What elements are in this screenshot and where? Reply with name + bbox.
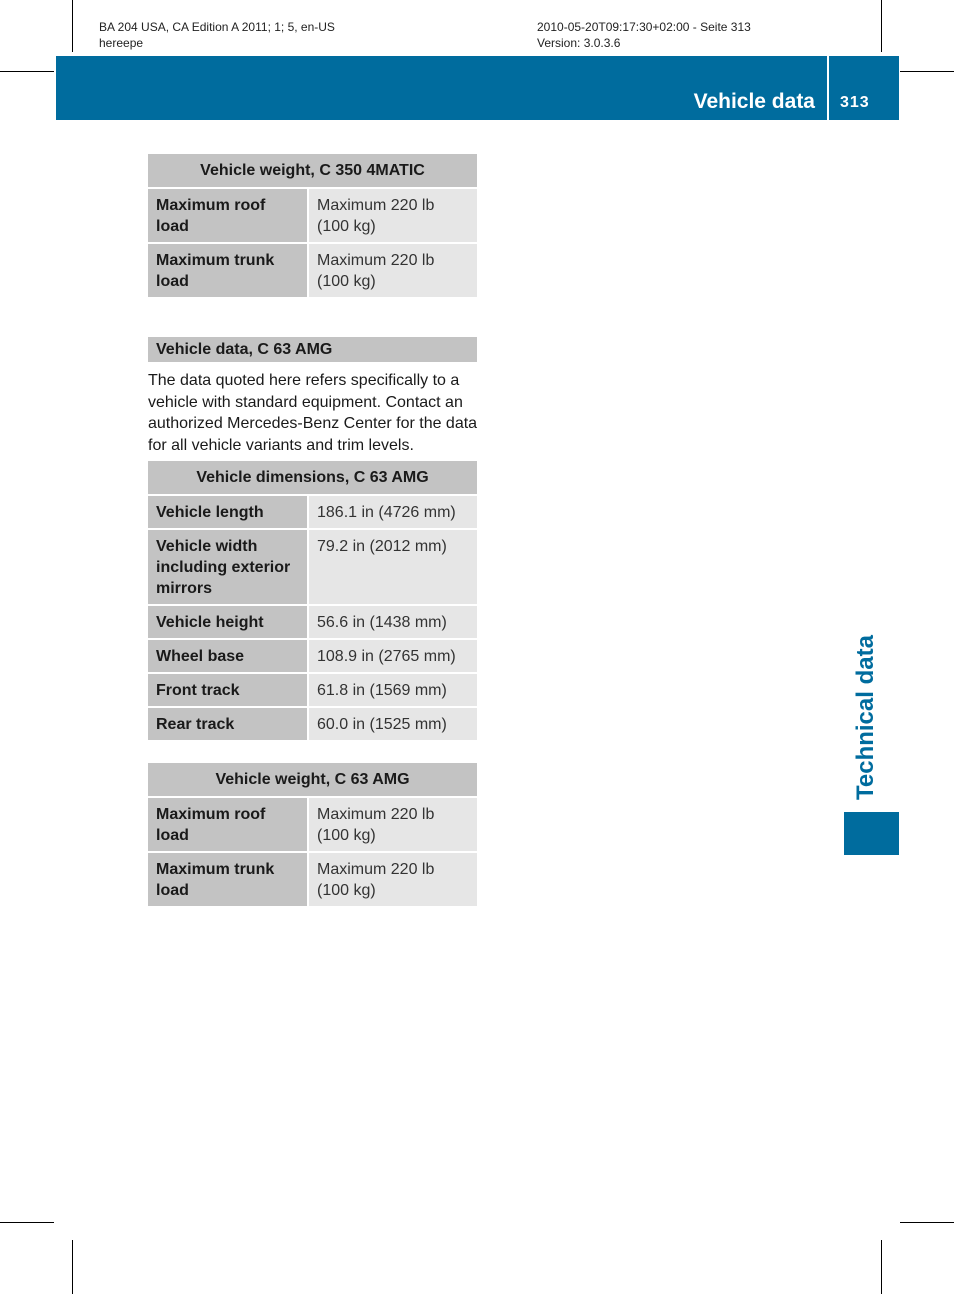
- table-row: [148, 529, 477, 605]
- crop-mark: [881, 0, 882, 52]
- side-tab-label: Technical data: [852, 635, 879, 800]
- row-value: 60.0 in (1525 mm): [308, 707, 477, 740]
- table-title: Vehicle dimensions, C 63 AMG: [148, 461, 477, 495]
- row-value: 79.2 in (2012 mm): [308, 529, 477, 605]
- print-meta-timestamp: 2010-05-20T09:17:30+02:00 - Seite 313: [537, 20, 751, 34]
- row-value: 108.9 in (2765 mm): [308, 639, 477, 673]
- row-value: Maximum 220 lb (100 kg): [308, 852, 477, 906]
- table-row: [148, 673, 477, 707]
- crop-mark: [72, 0, 73, 52]
- row-value: 61.8 in (1569 mm): [308, 673, 477, 707]
- spec-table-weight-c63: [148, 763, 477, 906]
- table-header-row: [148, 461, 477, 495]
- section-heading: Vehicle data, C 63 AMG: [148, 337, 477, 362]
- row-label: Maximum trunk load: [148, 243, 308, 297]
- print-meta-right: [537, 19, 751, 51]
- table-row: [148, 707, 477, 740]
- row-label: Maximum trunk load: [148, 852, 308, 906]
- row-label: Maximum roof load: [148, 797, 308, 852]
- table-title: Vehicle weight, C 350 4MATIC: [148, 154, 477, 188]
- table-row: [148, 243, 477, 297]
- row-label: Vehicle length: [148, 495, 308, 529]
- table-title: Vehicle weight, C 63 AMG: [148, 763, 477, 797]
- print-meta-version: Version: 3.0.3.6: [537, 36, 621, 50]
- row-label: Rear track: [148, 707, 308, 740]
- crop-mark: [0, 1222, 54, 1223]
- header-divider: [827, 56, 829, 120]
- print-meta-edition: BA 204 USA, CA Edition A 2011; 1; 5, en-US: [99, 20, 335, 34]
- print-meta-author: hereepe: [99, 36, 144, 50]
- crop-mark: [881, 1240, 882, 1294]
- table-row: [148, 852, 477, 906]
- section-intro: The data quoted here refers specifically to a vehicle with standard equipment. Contact an authorized Mercedes-Benz Center for the data for all vehicle variants and trim levels.: [148, 372, 478, 454]
- table-row: [148, 188, 477, 243]
- spec-table-dimensions-c63: [148, 461, 477, 740]
- crop-mark: [900, 71, 954, 72]
- page-title: Vehicle data: [693, 90, 815, 113]
- table-header-row: [148, 763, 477, 797]
- spec-table-weight-c350: [148, 154, 477, 297]
- crop-mark: [0, 71, 54, 72]
- row-label: Vehicle width including exterior mirrors: [148, 529, 308, 605]
- table-row: [148, 495, 477, 529]
- table-row: [148, 639, 477, 673]
- side-tab-marker: [844, 812, 899, 855]
- table-row: [148, 605, 477, 639]
- row-label: Wheel base: [148, 639, 308, 673]
- row-value: 186.1 in (4726 mm): [308, 495, 477, 529]
- row-value: Maximum 220 lb (100 kg): [308, 243, 477, 297]
- header-bar: [56, 56, 899, 120]
- page-number: 313: [840, 94, 870, 111]
- print-meta-left: [99, 19, 335, 51]
- row-label: Front track: [148, 673, 308, 707]
- row-value: 56.6 in (1438 mm): [308, 605, 477, 639]
- row-label: Vehicle height: [148, 605, 308, 639]
- crop-mark: [72, 1240, 73, 1294]
- row-label: Maximum roof load: [148, 188, 308, 243]
- table-row: [148, 797, 477, 852]
- crop-mark: [900, 1222, 954, 1223]
- row-value: Maximum 220 lb (100 kg): [308, 188, 477, 243]
- row-value: Maximum 220 lb (100 kg): [308, 797, 477, 852]
- table-header-row: [148, 154, 477, 188]
